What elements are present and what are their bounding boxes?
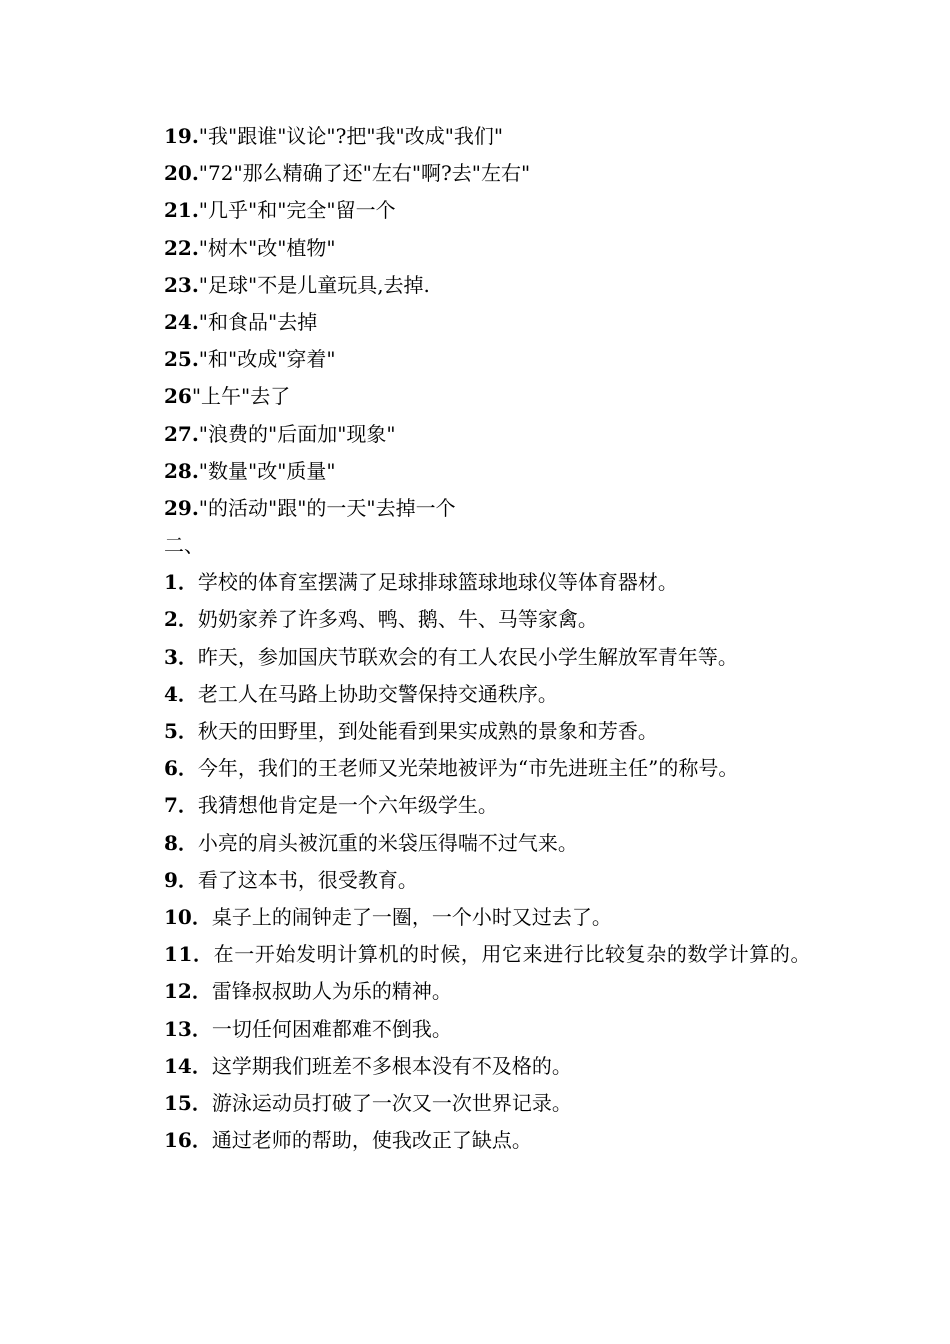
item-text: 老工人在马路上协助交警保持交通秩序。 xyxy=(197,681,558,706)
sentence-line-8 xyxy=(120,825,820,862)
item-number: 16． xyxy=(164,1128,212,1153)
item-number: 11． xyxy=(164,942,214,967)
item-number: 12． xyxy=(164,979,212,1004)
answer-line-22 xyxy=(120,230,820,267)
answer-line-20 xyxy=(120,155,820,192)
answer-line-19 xyxy=(120,118,820,155)
item-number: 26 xyxy=(164,384,192,409)
sentence-line-15 xyxy=(120,1085,820,1122)
sentence-line-3 xyxy=(120,639,820,676)
answer-line-28 xyxy=(120,453,820,490)
answer-line-29 xyxy=(120,490,820,527)
item-number: 28. xyxy=(164,458,199,483)
item-text: "我"跟谁"议论"?把"我"改成"我们" xyxy=(198,124,504,148)
item-number: 6． xyxy=(164,756,198,781)
answer-line-25 xyxy=(120,341,820,378)
item-text: 游泳运动员打破了一次又一次世界记录。 xyxy=(211,1090,572,1115)
item-number: 23. xyxy=(164,272,199,297)
sentence-line-5 xyxy=(120,713,820,750)
sentence-line-2 xyxy=(120,601,820,638)
item-text: "数量"改"质量" xyxy=(198,458,336,483)
item-number: 29. xyxy=(164,495,199,520)
sentence-line-7 xyxy=(120,787,820,824)
item-text: "上午"去了 xyxy=(191,384,291,409)
item-text: 我猜想他肯定是一个六年级学生。 xyxy=(197,793,498,818)
item-text: 学校的体育室摆满了足球排球篮球地球仪等体育器材。 xyxy=(197,570,678,595)
item-number: 7． xyxy=(164,793,198,818)
item-text: "浪费的"后面加"现象" xyxy=(198,421,396,446)
item-number: 14． xyxy=(164,1053,212,1078)
item-text: 秋天的田野里，到处能看到果实成熟的景象和芳香。 xyxy=(197,719,658,743)
sentence-line-14 xyxy=(120,1048,820,1085)
item-number: 22. xyxy=(164,235,199,260)
item-number: 27. xyxy=(164,421,199,446)
item-text: 这学期我们班差不多根本没有不及格的。 xyxy=(211,1053,572,1078)
item-number: 2． xyxy=(164,607,198,632)
item-number: 3． xyxy=(164,644,198,669)
item-text: 奶奶家养了许多鸡、鸭、鹅、牛、马等家禽。 xyxy=(197,607,598,632)
item-number: 8． xyxy=(164,830,198,855)
item-text: 一切任何困难都难不倒我。 xyxy=(211,1016,452,1041)
answer-line-23 xyxy=(120,267,820,304)
sentence-line-4 xyxy=(120,676,820,713)
item-text: "72"那么精确了还"左右"啊?去"左右" xyxy=(198,161,531,186)
item-text: 小亮的肩头被沉重的米袋压得喘不过气来。 xyxy=(197,830,578,855)
item-text: 昨天，参加国庆节联欢会的有工人农民小学生解放军青年等。 xyxy=(197,644,738,669)
document-body xyxy=(120,118,820,1159)
item-text: 今年，我们的王老师又光荣地被评为“市先进班主任”的称号。 xyxy=(197,756,739,781)
item-text: 在一开始发明计算机的时候，用它来进行比较复杂的数学计算的。 xyxy=(213,942,812,967)
item-number: 15． xyxy=(164,1090,212,1115)
sentence-line-16 xyxy=(120,1122,820,1159)
item-number: 9． xyxy=(164,867,198,892)
item-text: "几乎"和"完全"留一个 xyxy=(198,198,396,223)
item-number: 24. xyxy=(164,309,199,334)
item-number: 19. xyxy=(164,124,199,148)
item-number: 21. xyxy=(164,198,199,223)
sentence-line-6 xyxy=(120,750,820,787)
sentence-line-11 xyxy=(120,936,820,973)
item-text: "和食品"去掉 xyxy=(198,309,318,334)
sentence-line-9 xyxy=(120,862,820,899)
answer-line-26 xyxy=(120,378,820,415)
item-text: "树木"改"植物" xyxy=(198,235,336,260)
item-number: 5． xyxy=(164,719,198,743)
item-number: 25. xyxy=(164,347,199,372)
item-number: 1． xyxy=(164,570,198,595)
answer-line-27 xyxy=(120,416,820,453)
answer-line-21 xyxy=(120,192,820,229)
item-number: 10． xyxy=(164,904,212,929)
sentence-line-13 xyxy=(120,1011,820,1048)
item-number: 13． xyxy=(164,1016,212,1041)
sentence-line-10 xyxy=(120,899,820,936)
item-text: 雷锋叔叔助人为乐的精神。 xyxy=(211,979,452,1004)
item-text: 看了这本书，很受教育。 xyxy=(197,867,418,892)
item-text: "足球"不是儿童玩具,去掉. xyxy=(198,272,430,297)
item-number: 20. xyxy=(164,161,199,186)
item-text: "的活动"跟"的一天"去掉一个 xyxy=(198,495,456,520)
sentence-line-12 xyxy=(120,973,820,1010)
item-text: "和"改成"穿着" xyxy=(198,347,336,372)
item-text: 通过老师的帮助，使我改正了缺点。 xyxy=(211,1128,532,1153)
section-heading: 二、 xyxy=(164,533,204,558)
answer-line-24 xyxy=(120,304,820,341)
item-text: 桌子上的闹钟走了一圈，一个小时又过去了。 xyxy=(211,904,612,929)
sentence-line-1 xyxy=(120,564,820,601)
item-number: 4． xyxy=(164,681,198,706)
